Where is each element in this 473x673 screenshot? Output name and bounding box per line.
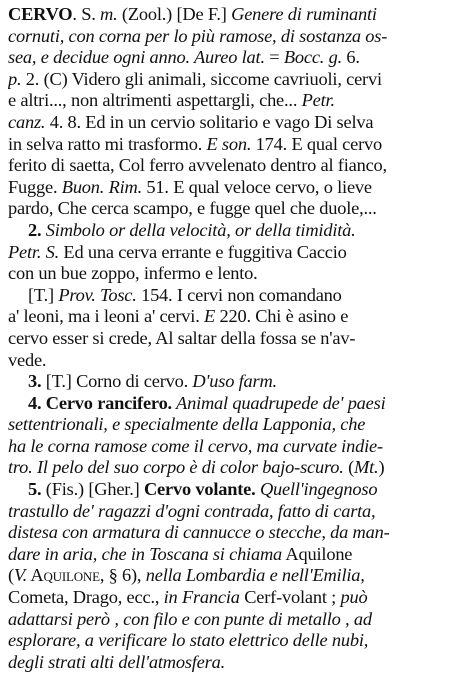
text-line: [8, 4, 465, 26]
text-segment: 154. I cervi non comandano: [136, 284, 342, 305]
text-line: [8, 652, 465, 673]
text-line: [8, 90, 465, 112]
text-segment: Cervo rancifero.: [45, 392, 172, 413]
text-line: [8, 609, 465, 631]
text-line: [8, 155, 465, 177]
text-segment: Petr. S.: [8, 241, 60, 262]
text-line: [8, 306, 465, 328]
text-segment: [T.]: [28, 284, 59, 305]
text-segment: 5.: [28, 479, 46, 500]
text-segment: tro. Il pelo del suo corpo è di color bajo-scuro.: [8, 457, 344, 478]
text-segment: dare in aria, che in Toscana si chiama: [8, 543, 283, 564]
text-segment: 6.: [342, 47, 360, 68]
text-segment: Cometa, Drago, ecc.,: [8, 587, 164, 608]
text-segment: Prov. Tosc.: [58, 284, 137, 305]
text-segment: D'uso farm.: [192, 371, 277, 392]
text-segment: con un bue zoppo, infermo e lento.: [8, 263, 258, 284]
text-line: [8, 436, 465, 458]
text-line: [8, 134, 465, 156]
text-segment: degli strati alti dell'atmosfera.: [8, 651, 225, 672]
text-segment: [T.] Corno di cervo.: [45, 371, 193, 392]
text-segment: (Zool.) [De F.]: [117, 4, 232, 24]
text-segment: Simbolo or della velocità, or della timidità.: [45, 219, 356, 240]
text-segment: p.: [8, 68, 22, 89]
text-line: [8, 501, 465, 523]
text-segment: Buon. Rim.: [61, 176, 143, 197]
text-line: [8, 263, 465, 285]
text-segment: 220. Chi è asino e: [215, 306, 349, 327]
text-segment: (: [343, 457, 354, 478]
text-segment: Quell'ingegnoso: [255, 479, 378, 500]
text-segment: e altri..., non altrimenti aspettargli, che...: [8, 90, 302, 111]
text-line: [8, 479, 465, 501]
text-line: [8, 414, 465, 436]
text-segment: pardo, Che cerca scampo, e fugge quel che duole,...: [8, 198, 377, 219]
text-segment: . S.: [72, 4, 101, 24]
text-segment: Aquilone: [282, 543, 353, 564]
text-segment: distesa con armatura di cannucce o stecche, da man-: [8, 522, 390, 543]
text-segment: canz.: [8, 111, 46, 132]
text-segment: ): [378, 457, 385, 478]
text-line: [8, 522, 465, 544]
text-segment: esplorare, a verificare lo stato elettrico delle nubi,: [8, 630, 369, 651]
text-segment: vede.: [8, 349, 47, 370]
text-segment: 174. E qual cervo: [251, 133, 382, 154]
text-line: [8, 350, 465, 372]
text-segment: a' leoni, ma i leoni a' cervi.: [8, 306, 205, 327]
text-line: [8, 630, 465, 652]
text-line: [8, 457, 465, 479]
text-segment: Petr.: [301, 90, 335, 111]
text-segment: 3.: [28, 371, 46, 392]
text-segment: Genere di ruminanti: [231, 4, 377, 24]
text-segment: in selva ratto mi trasformo.: [8, 133, 207, 154]
text-segment: in Francia: [163, 587, 240, 608]
text-line: [8, 112, 465, 134]
text-segment: 2. (C) Videro gli animali, siccome cavriuoli, cervi: [21, 68, 382, 89]
text-segment: Animal quadrupede de' paesi: [171, 392, 386, 413]
text-segment: Ed una cerva errante e fuggitiva Caccio: [59, 241, 347, 262]
text-segment: =: [264, 47, 284, 68]
text-segment: ha le corna ramose come il cervo, ma curvate indie-: [8, 435, 383, 456]
text-segment: (: [8, 565, 14, 586]
text-segment: E son.: [206, 133, 252, 154]
text-line: [8, 328, 465, 350]
text-segment: 2.: [28, 219, 46, 240]
text-segment: 4. 8. Ed in un cervio solitario e vago Di selva: [45, 111, 374, 132]
text-line: [8, 285, 465, 307]
text-segment: 51. E qual veloce cervo, o lieve: [142, 176, 372, 197]
text-segment: può: [340, 587, 368, 608]
text-segment: , § 6),: [99, 565, 146, 586]
text-segment: Fugge.: [8, 176, 62, 197]
text-segment: sea, e decidue ogni anno. Aureo lat.: [8, 47, 265, 68]
text-line: [8, 371, 465, 393]
text-segment: Bocc. g.: [283, 47, 342, 68]
text-segment: 4.: [28, 392, 46, 413]
text-segment: V.: [13, 565, 27, 586]
text-segment: m.: [100, 4, 118, 24]
text-segment: Aquilone: [27, 565, 100, 586]
text-line: [8, 47, 465, 69]
text-segment: CERVO: [8, 4, 73, 24]
text-segment: Mt.: [354, 457, 379, 478]
text-line: [8, 198, 465, 220]
text-segment: Cervo volante.: [143, 479, 256, 500]
text-line: [8, 565, 465, 587]
text-segment: adattarsi però , con filo e con punte di metallo , ad: [8, 608, 372, 629]
text-segment: settentrionali, e specialmente della Lapponia, che: [8, 414, 366, 435]
text-line: [8, 587, 465, 609]
text-line: [8, 544, 465, 566]
text-line: [8, 69, 465, 91]
text-segment: Cerf-volant ;: [239, 587, 341, 608]
text-line: [8, 220, 465, 242]
text-segment: cervo esser si crede, Al saltar della fossa se n'av-: [8, 327, 356, 348]
text-segment: ferito di saetta, Col ferro avvelenato dentro al fianco,: [8, 155, 387, 176]
text-line: [8, 242, 465, 264]
text-segment: (Fis.) [Gher.]: [45, 479, 144, 500]
text-line: [8, 393, 465, 415]
text-segment: E: [204, 306, 216, 327]
text-line: [8, 26, 465, 48]
text-line: [8, 177, 465, 199]
text-segment: nella Lombardia e nell'Emilia,: [145, 565, 365, 586]
text-segment: trastullo de' ragazzi d'ogni contrada, fatto di carta,: [8, 500, 376, 521]
text-segment: cornuti, con corna per lo più ramose, di sostanza os-: [8, 25, 388, 46]
